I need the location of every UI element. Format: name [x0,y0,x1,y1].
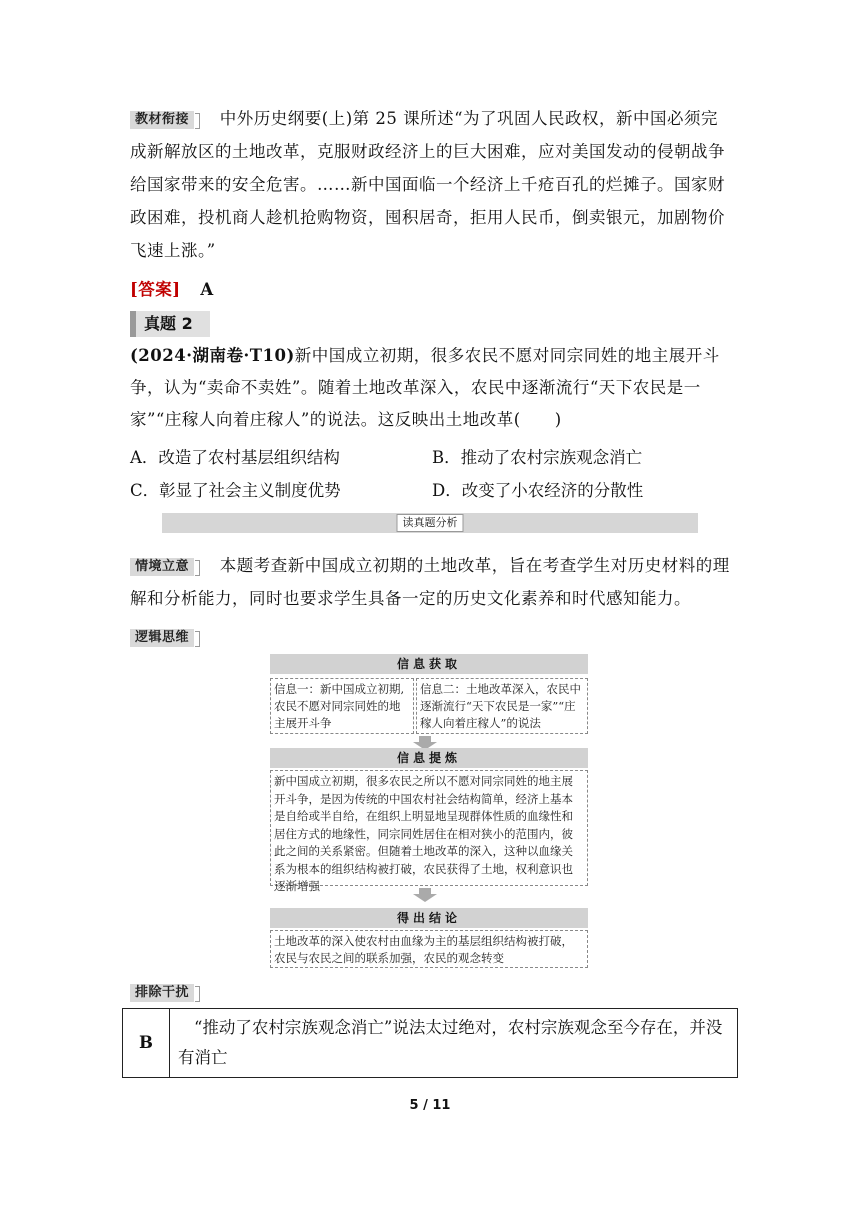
diagram-info-two: 信息二：土地改革深入，农民中逐渐流行“天下农民是一家”“庄稼人向着庄稼人”的说法 [416,678,588,734]
context-text: 本题考查新中国成立初期的土地改革，旨在考查学生对历史材料的理解和分析能力，同时也要求学生具备一定的历史文化素养和时代感知能力。 [130,556,730,608]
diagram-info-one: 信息一：新中国成立初期,农民不愿对同宗同姓的地主展开斗争 [270,678,414,734]
option-a: A．改造了农村基层组织结构 [130,448,340,467]
option-c: C．彰显了社会主义制度优势 [130,481,341,500]
exclude-table [122,1008,738,1078]
option-b: B．推动了农村宗族观念消亡 [432,448,643,467]
answer-line [130,273,734,306]
diagram-arrow-down-icon-2 [413,888,437,902]
question-stem [130,340,734,436]
diagram-step-info-refine: 信息提炼 [270,748,588,768]
exclude-text-content: “推动了农村宗族观念消亡”说法太过绝对，农村宗族观念至今存在，并没有消亡 [178,1018,723,1067]
question-stem-text: 新中国成立初期，很多农民不愿对同宗同姓的地主展开斗争，认为“卖命不卖姓”。随着土地改革深入，农民中逐渐流行“天下农民是一家”“庄稼人向着庄稼人”的说法。这反映出土地改革( ) [130,346,720,429]
logic-tag: 逻辑思维 [130,629,194,647]
answer-label: [答案] [130,280,181,299]
table-row [123,1009,738,1078]
textbook-link-paragraph [130,102,734,267]
exclude-key: B [123,1009,170,1078]
diagram-step-info-acquire: 信息获取 [270,654,588,674]
exclude-text [170,1009,738,1078]
exclude-heading [130,975,734,1008]
diagram-step-conclusion: 得出结论 [270,908,588,928]
logic-heading [130,620,734,653]
page-number: 5 / 11 [409,1098,451,1113]
textbook-link-text: 中外历史纲要(上)第 25 课所述“为了巩固人民政权，新中国必须完成新解放区的土地改革，克服财政经济上的巨大困难，应对美国发动的侵朝战争给国家带来的安全危害。……新中国面临一个经济上千疮百孔的烂摊子。国家财政困难，投机商人趁机抢购物资，囤积居奇，拒用人民币，倒卖银元，加剧物价飞速上涨。” [130,109,725,260]
answer-value: A [200,280,214,299]
option-d: D．改变了小农经济的分散性 [432,481,644,500]
context-paragraph [130,549,734,615]
analysis-label: 读真题分析 [397,514,464,532]
context-tag: 情境立意 [130,558,194,576]
question-heading: 真题 2 [130,311,210,337]
question-source: (2024·湖南卷·T10) [130,346,295,365]
textbook-link-tag: 教材衔接 [130,111,194,129]
diagram-conclusion-box: 土地改革的深入使农村由血缘为主的基层组织结构被打破，农民与农民之间的联系加强，农民的观念转变 [270,930,588,968]
diagram-refine-box: 新中国成立初期，很多农民之所以不愿对同宗同姓的地主展开斗争，是因为传统的中国农村社会结构简单，经济上基本是自给或半自给，在组织上明显地呈现群体性质的血缘性和居住方式的地缘性，同宗同姓居住在相对狭小的范围内，彼此之间的关系紧密。但随着土地改革的深入，这种以血缘关系为根本的组织结构被打破，农民获得了土地，权利意识也逐渐增强 [270,770,588,886]
analysis-divider [162,513,698,533]
exclude-tag: 排除干扰 [130,984,194,1002]
